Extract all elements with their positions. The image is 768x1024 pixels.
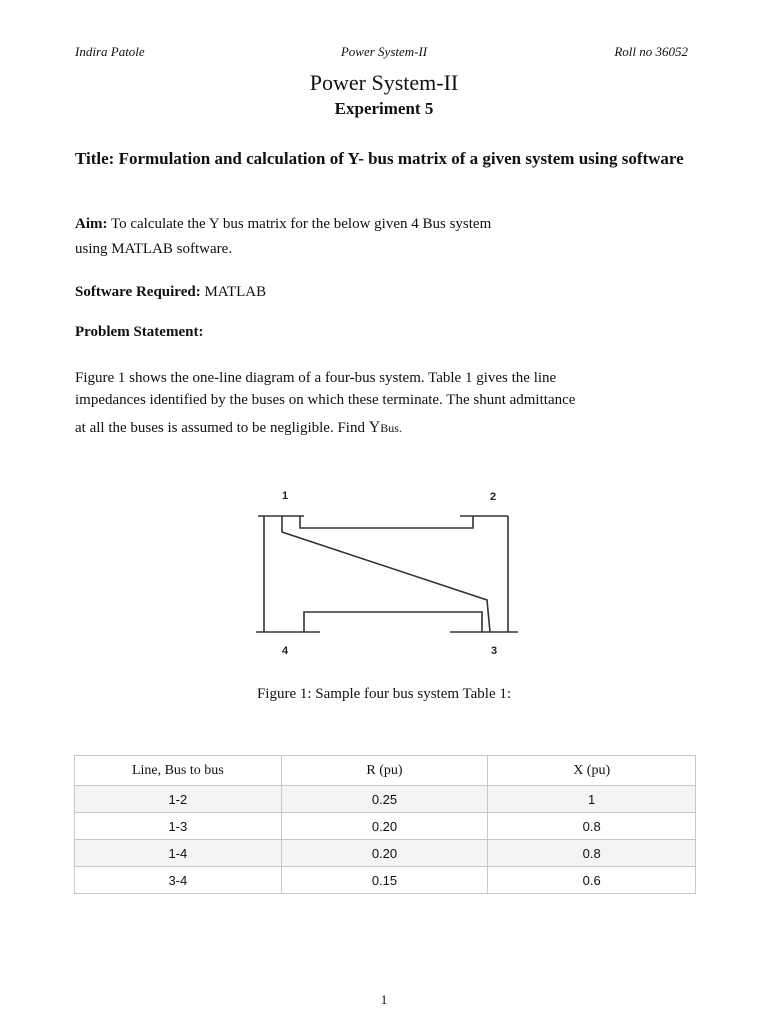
aim-text: To calculate the Y bus matrix for the below given 4 Bus system <box>107 216 492 232</box>
header-author: Indira Patole <box>75 44 145 59</box>
aim-label: Aim: <box>75 216 108 232</box>
problem-statement-heading: Problem Statement: <box>75 324 204 340</box>
software-label: Software Required: <box>75 284 201 300</box>
line-impedance-table <box>74 755 696 894</box>
aim-text-continued: using MATLAB software. <box>75 241 233 257</box>
line-3-4 <box>304 612 482 632</box>
line-1-3 <box>282 516 490 632</box>
table-cell: 3-4 <box>75 867 282 894</box>
page-number: 1 <box>380 992 388 1007</box>
document-title: Power System-II <box>309 70 459 95</box>
table-cell: 0.25 <box>281 786 488 813</box>
table-cell: 0.6 <box>488 867 696 894</box>
software-paragraph <box>75 280 700 305</box>
bus-1-label: 1 <box>282 490 289 502</box>
column-header: R (pu) <box>281 756 488 786</box>
table-cell: 0.8 <box>488 813 696 840</box>
table-cell: 1-3 <box>75 813 282 840</box>
bus-4-label: 4 <box>282 645 289 657</box>
problem-statement-text <box>75 367 700 439</box>
column-header: X (pu) <box>488 756 696 786</box>
table-cell: 1-4 <box>75 840 282 867</box>
table-cell: 0.20 <box>281 813 488 840</box>
table-row <box>75 867 696 894</box>
aim-paragraph <box>75 212 700 262</box>
statement-line-1: Figure 1 shows the one-line diagram of a four-bus system. Table 1 gives the line <box>75 370 557 386</box>
column-header: Line, Bus to bus <box>75 756 282 786</box>
one-line-diagram <box>250 486 520 666</box>
table-row <box>75 813 696 840</box>
bus-3-label: 3 <box>491 645 498 657</box>
ybus-symbol: Y <box>368 419 381 436</box>
header-roll-no: Roll no 36052 <box>614 44 688 59</box>
table-header-row <box>75 756 696 786</box>
line-1-2 <box>300 516 473 528</box>
software-text: MATLAB <box>200 284 267 300</box>
header-center: Power System-II <box>340 44 428 59</box>
table-row <box>75 786 696 813</box>
experiment-number: Experiment 5 <box>334 99 434 118</box>
table-cell: 1 <box>488 786 696 813</box>
table-cell: 0.8 <box>488 840 696 867</box>
statement-line-3-text: at all the buses is assumed to be negligible. Find <box>75 420 369 436</box>
figure-caption: Figure 1: Sample four bus system Table 1: <box>256 686 512 702</box>
table-cell: 0.15 <box>281 867 488 894</box>
table-row <box>75 840 696 867</box>
experiment-title: Title: Formulation and calculation of Y- bus matrix of a given system using software <box>75 149 684 168</box>
bus-2-label: 2 <box>490 491 497 503</box>
statement-line-3 <box>75 417 700 439</box>
table-cell: 1-2 <box>75 786 282 813</box>
ybus-subscript: Bus. <box>380 421 402 435</box>
statement-line-2: impedances identified by the buses on which these terminate. The shunt admittance <box>75 392 576 408</box>
table-cell: 0.20 <box>281 840 488 867</box>
